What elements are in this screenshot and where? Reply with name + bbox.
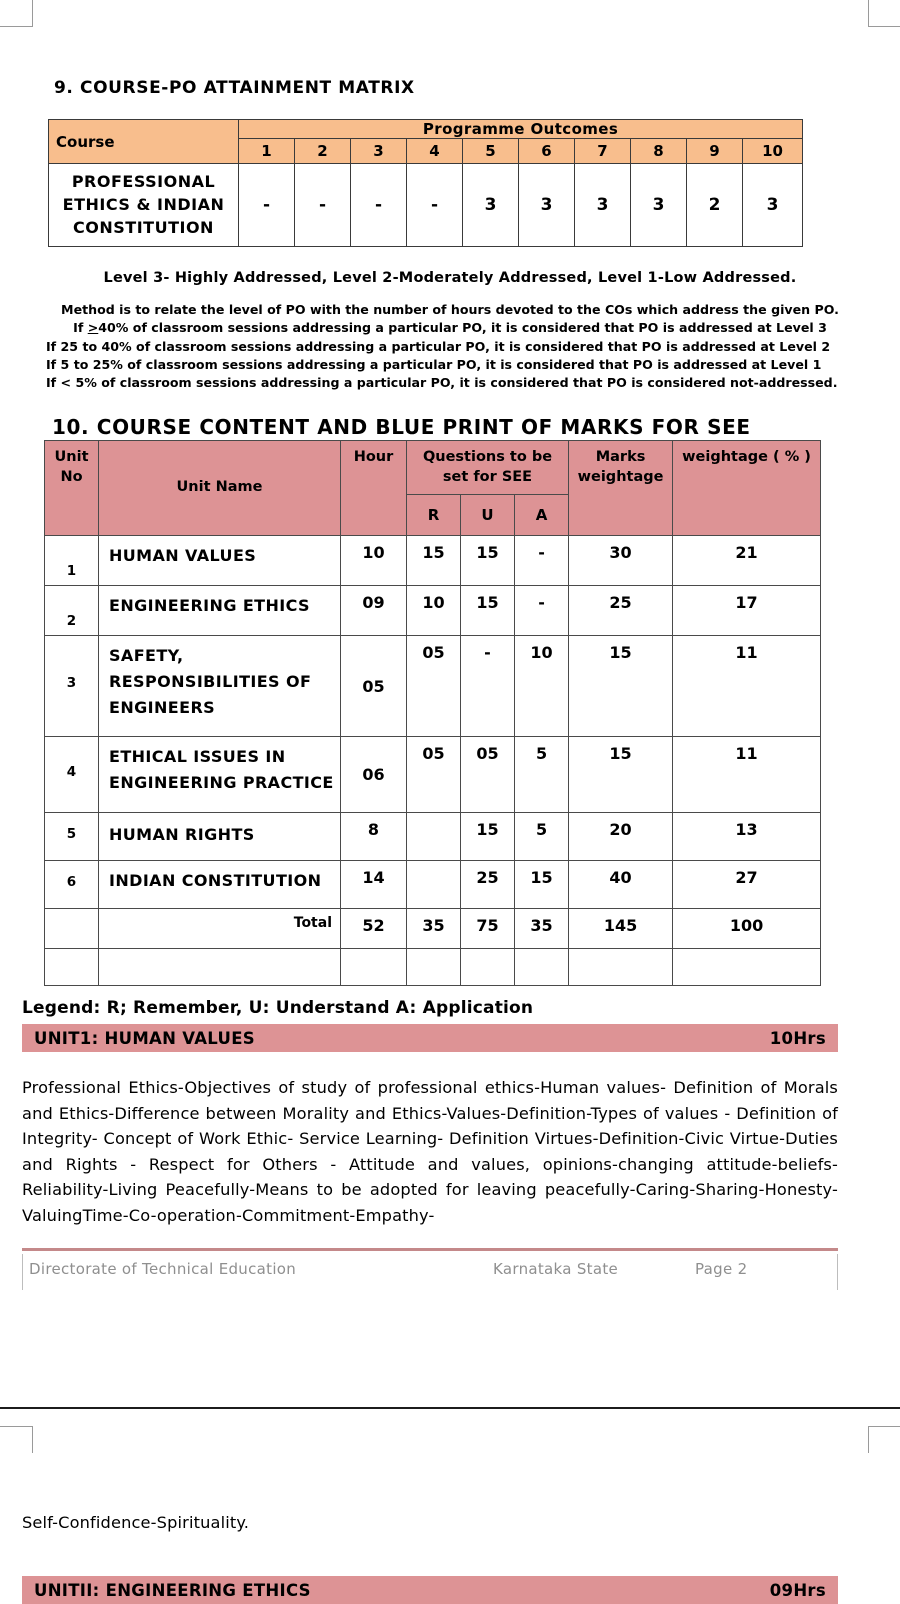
blueprint-header-unit-no: Unit No xyxy=(54,449,89,485)
table-row-blueprint-header xyxy=(45,441,821,495)
cell-blank xyxy=(407,949,461,986)
po-value-cell: - xyxy=(239,164,295,247)
blueprint-subheader-r: R xyxy=(407,495,461,536)
blueprint-subheader-u: U xyxy=(461,495,515,536)
level-legend-text: Level 3- Highly Addressed, Level 2-Moderately Addressed, Level 1-Low Addressed. xyxy=(103,270,797,286)
blueprint-legend-text: Legend: R; Remember, U: Understand A: Application xyxy=(22,998,534,1018)
table-row-po-group-header xyxy=(49,120,803,139)
cell-total-a: 35 xyxy=(515,909,569,949)
unit-2-banner-title: UNITII: ENGINEERING ETHICS xyxy=(34,1580,311,1600)
po-value-cell: 3 xyxy=(519,164,575,247)
cell-a: - xyxy=(515,586,569,636)
crop-mark-top-right xyxy=(868,0,900,27)
cell-r: 10 xyxy=(407,586,461,636)
cell-weightage-pct: 11 xyxy=(673,636,821,737)
method-description-block xyxy=(46,301,854,392)
table-row xyxy=(45,586,821,636)
cell-unit-name: SAFETY, RESPONSIBILITIES OF ENGINEERS xyxy=(99,636,341,737)
cell-marks: 15 xyxy=(569,737,673,813)
cell-marks: 40 xyxy=(569,861,673,909)
cell-marks: 30 xyxy=(569,536,673,586)
cell-blank xyxy=(341,949,407,986)
cell-blank xyxy=(569,949,673,986)
cell-hour: 10 xyxy=(341,536,407,586)
cell-r: 05 xyxy=(407,737,461,813)
po-number-cell: 4 xyxy=(407,139,463,164)
table-row xyxy=(45,636,821,737)
po-number-cell: 7 xyxy=(575,139,631,164)
po-value-cell: 3 xyxy=(631,164,687,247)
blueprint-header-weightage-pct: weightage ( % ) xyxy=(682,449,811,465)
po-value-cell: 3 xyxy=(463,164,519,247)
cell-hour: 8 xyxy=(341,813,407,861)
section-9-heading: 9. COURSE-PO ATTAINMENT MATRIX xyxy=(54,78,415,98)
cell-a: 10 xyxy=(515,636,569,737)
page-separator xyxy=(0,1407,900,1409)
cell-a: 5 xyxy=(515,737,569,813)
method-line: If < 5% of classroom sessions addressing a particular PO, it is considered that PO is considered not-addressed. xyxy=(46,375,838,390)
cell-blank xyxy=(673,949,821,986)
cell-a: 5 xyxy=(515,813,569,861)
cell-u: 15 xyxy=(461,586,515,636)
section-10-heading: 10. COURSE CONTENT AND BLUE PRINT OF MARKS FOR SEE xyxy=(52,415,751,439)
table-row-po-values xyxy=(49,164,803,247)
po-number-cell: 10 xyxy=(743,139,803,164)
cell-unit-name: ENGINEERING ETHICS xyxy=(99,586,341,636)
cell-total-r: 35 xyxy=(407,909,461,949)
cell-u: 15 xyxy=(461,813,515,861)
method-line: If 5 to 25% of classroom sessions addressing a particular PO, it is considered that PO is addressed at Level 1 xyxy=(46,356,822,372)
table-row-total xyxy=(45,909,821,949)
cell-unit-name: HUMAN VALUES xyxy=(99,536,341,586)
cell-u: 15 xyxy=(461,536,515,586)
cell-total-label: Total xyxy=(99,909,341,949)
cell-blank xyxy=(45,949,99,986)
cell-total-pct: 100 xyxy=(673,909,821,949)
cell-unit-name: ETHICAL ISSUES IN ENGINEERING PRACTICE xyxy=(99,737,341,813)
unit-1-banner-title: UNIT1: HUMAN VALUES xyxy=(34,1028,255,1048)
cell-weightage-pct: 17 xyxy=(673,586,821,636)
cell-unit-no: 2 xyxy=(45,586,99,636)
po-number-cell: 2 xyxy=(295,139,351,164)
cell-u: 25 xyxy=(461,861,515,909)
crop-mark-bottom-left xyxy=(0,1426,33,1453)
footer-left-text: Directorate of Technical Education xyxy=(29,1260,297,1278)
po-number-cell: 5 xyxy=(463,139,519,164)
cell-unit-no: 5 xyxy=(45,813,99,861)
unit-2-banner-hours: 09Hrs xyxy=(769,1580,826,1600)
method-line: Method is to relate the level of PO with the number of hours devoted to the COs which address the given PO. xyxy=(61,302,839,317)
po-value-cell: 2 xyxy=(687,164,743,247)
cell-r xyxy=(407,861,461,909)
cell-total-hour: 52 xyxy=(341,909,407,949)
cell-unit-no: 3 xyxy=(45,636,99,737)
cell-weightage-pct: 11 xyxy=(673,737,821,813)
po-number-cell: 6 xyxy=(519,139,575,164)
table-row xyxy=(45,861,821,909)
cell-unit-no: 4 xyxy=(45,737,99,813)
po-value-cell: - xyxy=(407,164,463,247)
cell-marks: 20 xyxy=(569,813,673,861)
crop-mark-top-left xyxy=(0,0,33,27)
cell-a: - xyxy=(515,536,569,586)
po-table-course-name: PROFESSIONAL ETHICS & INDIAN CONSTITUTION xyxy=(49,164,239,247)
cell-hour: 06 xyxy=(341,737,407,813)
po-number-cell: 3 xyxy=(351,139,407,164)
crop-mark-bottom-right xyxy=(868,1426,900,1453)
po-value-cell: - xyxy=(351,164,407,247)
cell-total-empty xyxy=(45,909,99,949)
unit-1-banner-hours: 10Hrs xyxy=(769,1028,826,1048)
cell-hour: 05 xyxy=(341,636,407,737)
cell-hour: 14 xyxy=(341,861,407,909)
cell-blank xyxy=(515,949,569,986)
cell-marks: 25 xyxy=(569,586,673,636)
blueprint-subheader-a: A xyxy=(515,495,569,536)
po-table-group-header: Programme Outcomes xyxy=(239,120,803,139)
blueprint-header-marks-weightage: Marks weightage xyxy=(577,449,664,485)
unit-1-body-text: Professional Ethics-Objectives of study of professional ethics-Human values- Definition of Morals and Ethics-Difference between Morality and Ethics-Values-Definition-Types of values - Definition of Integrity- Concept of Work Ethic- Service Learning- Definition Virtues-Definition-Civic Virtue-Duties and Rights - Respect for Others - Attitude and values, opinions-changing attitude-beliefs-Reliability-Living Peacefully-Means to be adopted for leaving peacefully-Caring-Sharing-Honesty-ValuingTime-Co-operation-Commitment-Empathy- xyxy=(22,1078,838,1225)
footer-rule xyxy=(22,1248,838,1251)
cell-u: - xyxy=(461,636,515,737)
page-footer xyxy=(22,1254,838,1290)
cell-total-marks: 145 xyxy=(569,909,673,949)
cell-weightage-pct: 27 xyxy=(673,861,821,909)
po-number-cell: 9 xyxy=(687,139,743,164)
cell-r xyxy=(407,813,461,861)
unit-1-banner xyxy=(22,1024,838,1052)
po-value-cell: 3 xyxy=(575,164,631,247)
cell-unit-name: INDIAN CONSTITUTION xyxy=(99,861,341,909)
cell-a: 15 xyxy=(515,861,569,909)
cell-unit-name: HUMAN RIGHTS xyxy=(99,813,341,861)
table-row-blank xyxy=(45,949,821,986)
cell-u: 05 xyxy=(461,737,515,813)
cell-blank xyxy=(99,949,341,986)
po-number-cell: 8 xyxy=(631,139,687,164)
po-value-cell: - xyxy=(295,164,351,247)
unit-1-continuation-text: Self-Confidence-Spirituality. xyxy=(22,1513,250,1532)
cell-unit-no: 6 xyxy=(45,861,99,909)
cell-r: 15 xyxy=(407,536,461,586)
method-line: If >40% of classroom sessions addressing a particular PO, it is considered that PO is addressed at Level 3 xyxy=(73,320,827,336)
po-table-course-header: Course xyxy=(49,120,239,164)
cell-hour: 09 xyxy=(341,586,407,636)
po-number-cell: 1 xyxy=(239,139,295,164)
method-line: If 25 to 40% of classroom sessions addressing a particular PO, it is considered that PO is addressed at Level 2 xyxy=(46,338,831,354)
po-value-cell: 3 xyxy=(743,164,803,247)
cell-blank xyxy=(461,949,515,986)
table-row xyxy=(45,536,821,586)
blueprint-header-unit-name: Unit Name xyxy=(176,479,263,496)
cell-weightage-pct: 21 xyxy=(673,536,821,586)
cell-weightage-pct: 13 xyxy=(673,813,821,861)
cell-total-u: 75 xyxy=(461,909,515,949)
blueprint-header-hour: Hour xyxy=(353,449,394,465)
table-row xyxy=(45,813,821,861)
blueprint-header-questions: Questions to be set for SEE xyxy=(422,449,553,485)
cell-marks: 15 xyxy=(569,636,673,737)
cell-r: 05 xyxy=(407,636,461,737)
greater-equal-symbol: > xyxy=(87,320,99,336)
table-row xyxy=(45,737,821,813)
footer-page-number: Page 2 xyxy=(695,1260,748,1278)
footer-center-text: Karnataka State xyxy=(493,1260,619,1278)
course-content-blueprint-table xyxy=(44,440,821,986)
cell-unit-no: 1 xyxy=(45,536,99,586)
course-po-attainment-matrix-table xyxy=(48,119,803,247)
